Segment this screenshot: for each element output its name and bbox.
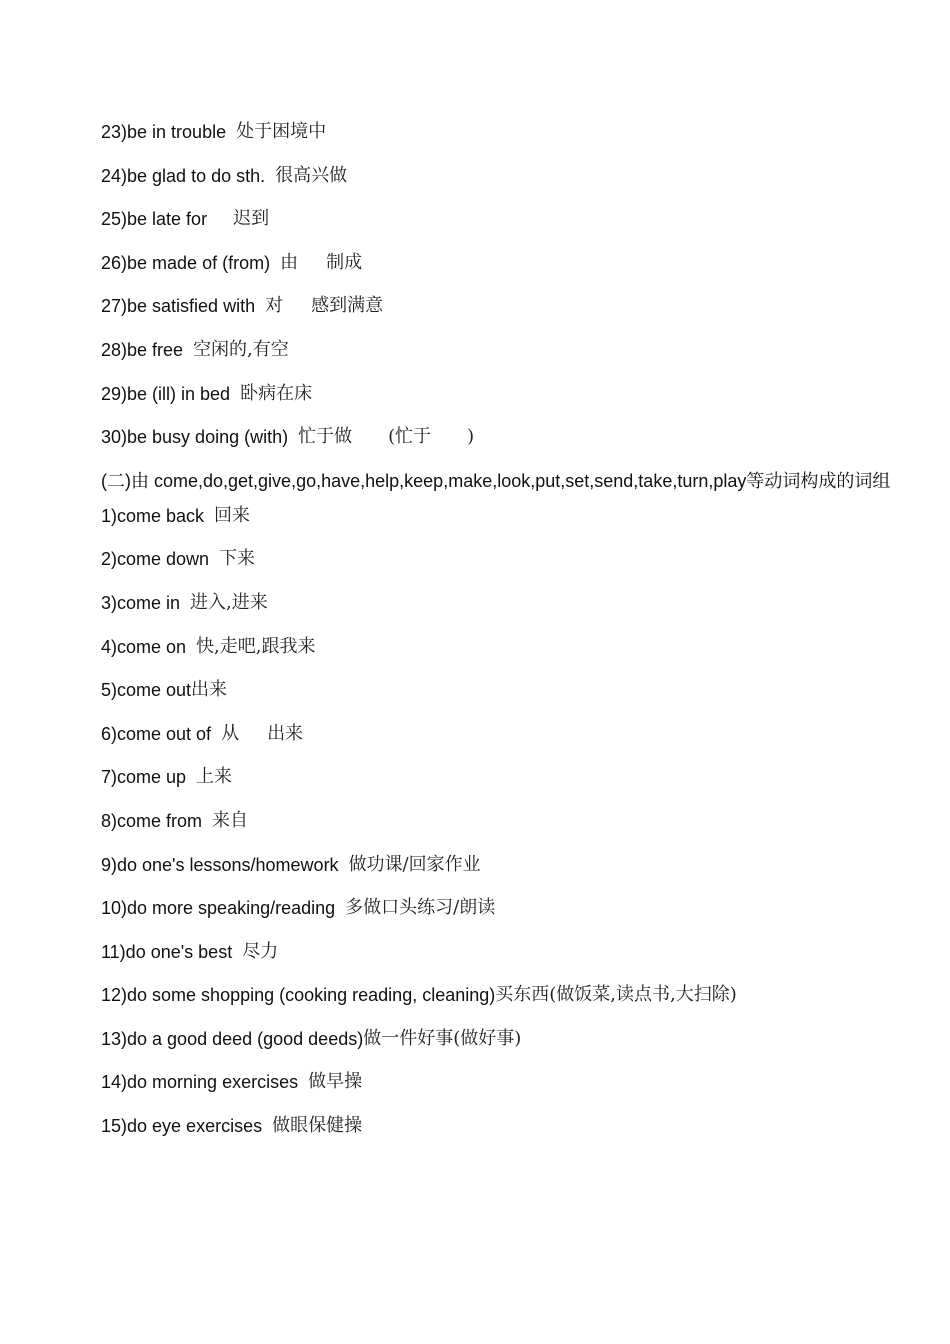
phrase-entry xyxy=(101,118,891,162)
phrase-entry xyxy=(101,589,891,633)
phrase-english: 7)come up xyxy=(101,767,187,788)
phrase-chinese: 忙于做 xyxy=(298,426,353,448)
phrase-english: 14)do morning exercises xyxy=(101,1072,299,1093)
phrase-entry xyxy=(101,162,891,206)
phrase-chinese-part: ) xyxy=(467,426,475,448)
phrase-chinese: 做早操 xyxy=(308,1071,363,1093)
phrase-chinese: 回来 xyxy=(214,504,251,526)
phrase-chinese: 进入,进来 xyxy=(190,591,268,613)
phrase-chinese: 买东西(做饭菜,读点书,大扫除) xyxy=(495,984,737,1006)
phrase-english: 8)come from xyxy=(101,810,203,831)
phrase-english: 30)be busy doing (with) xyxy=(101,427,289,448)
phrase-english: 28)be free xyxy=(101,339,184,360)
phrase-english: 26)be made of (from) xyxy=(101,252,271,273)
phrase-chinese: 来自 xyxy=(212,809,249,831)
phrase-english: 4)come on xyxy=(101,636,187,657)
phrase-english: 11)do one's best xyxy=(101,941,233,962)
phrase-chinese: 做一件好事(做好事) xyxy=(363,1027,522,1049)
phrase-list xyxy=(101,118,891,1156)
phrase-entry xyxy=(101,807,891,851)
phrase-entry xyxy=(101,1025,891,1069)
phrase-entry xyxy=(101,502,891,546)
phrase-english: 25)be late for xyxy=(101,209,208,230)
phrase-entry xyxy=(101,894,891,938)
phrase-chinese: 上来 xyxy=(196,766,233,788)
phrase-english: 27)be satisfied with xyxy=(101,296,256,317)
phrase-english: 1)come back xyxy=(101,505,205,526)
phrase-english: 6)come out of xyxy=(101,723,212,744)
phrase-english: 13)do a good deed (good deeds) xyxy=(101,1028,364,1049)
phrase-chinese: 尽力 xyxy=(242,940,279,962)
phrase-english: 29)be (ill) in bed xyxy=(101,383,231,404)
phrase-english: 10)do more speaking/reading xyxy=(101,898,336,919)
phrase-chinese: 多做口头练习/朗读 xyxy=(345,897,496,919)
phrase-entry xyxy=(101,981,891,1025)
phrase-chinese: 处于困境中 xyxy=(236,121,327,142)
phrase-chinese: 由 xyxy=(280,251,299,273)
phrase-chinese: 空闲的,有空 xyxy=(193,338,289,360)
phrase-english: 3)come in xyxy=(101,592,181,613)
section-heading: (二)由 come,do,get,give,go,have,help,keep,make,look,put,set,send,take,turn,play等动词构成的词组 xyxy=(101,470,891,491)
phrase-chinese: 卧病在床 xyxy=(240,382,313,404)
phrase-chinese-part: 制成 xyxy=(326,251,363,273)
phrase-chinese: 快,走吧,跟我来 xyxy=(196,635,316,657)
phrase-entry xyxy=(101,336,891,380)
phrase-entry xyxy=(101,633,891,677)
phrase-entry xyxy=(101,763,891,807)
phrase-chinese: 做功课/回家作业 xyxy=(348,853,481,875)
phrase-chinese: 很高兴做 xyxy=(275,164,348,186)
phrase-english: 2)come down xyxy=(101,549,210,570)
phrase-entry xyxy=(101,851,891,895)
phrase-english: 15)do eye exercises xyxy=(101,1116,263,1137)
phrase-entry xyxy=(101,292,891,336)
phrase-chinese-part: 感到满意 xyxy=(311,295,384,317)
phrase-english: 23)be in trouble xyxy=(101,122,227,142)
phrase-chinese: 做眼保健操 xyxy=(272,1115,363,1137)
phrase-entry xyxy=(101,676,891,720)
phrase-entry xyxy=(101,938,891,982)
phrase-chinese: 对 xyxy=(265,295,284,317)
phrase-entry xyxy=(101,380,891,424)
phrase-chinese: 从 xyxy=(221,722,240,744)
phrase-chinese: 下来 xyxy=(219,548,256,570)
phrase-chinese-part: (忙于 xyxy=(388,426,432,448)
phrase-entry xyxy=(101,249,891,293)
phrase-entry xyxy=(101,1112,891,1156)
phrase-chinese: 出来 xyxy=(191,679,228,701)
phrase-entry xyxy=(101,720,891,764)
phrase-chinese-part: 出来 xyxy=(267,722,304,744)
phrase-chinese: 迟到 xyxy=(233,208,270,230)
phrase-english: 24)be glad to do sth. xyxy=(101,165,266,186)
phrase-english: 12)do some shopping (cooking reading, cleaning) xyxy=(101,985,496,1006)
phrase-entry xyxy=(101,1068,891,1112)
phrase-entry xyxy=(101,545,891,589)
phrase-entry xyxy=(101,205,891,249)
phrase-english: 9)do one's lessons/homework xyxy=(101,854,339,875)
phrase-english: 5)come out xyxy=(101,680,192,701)
